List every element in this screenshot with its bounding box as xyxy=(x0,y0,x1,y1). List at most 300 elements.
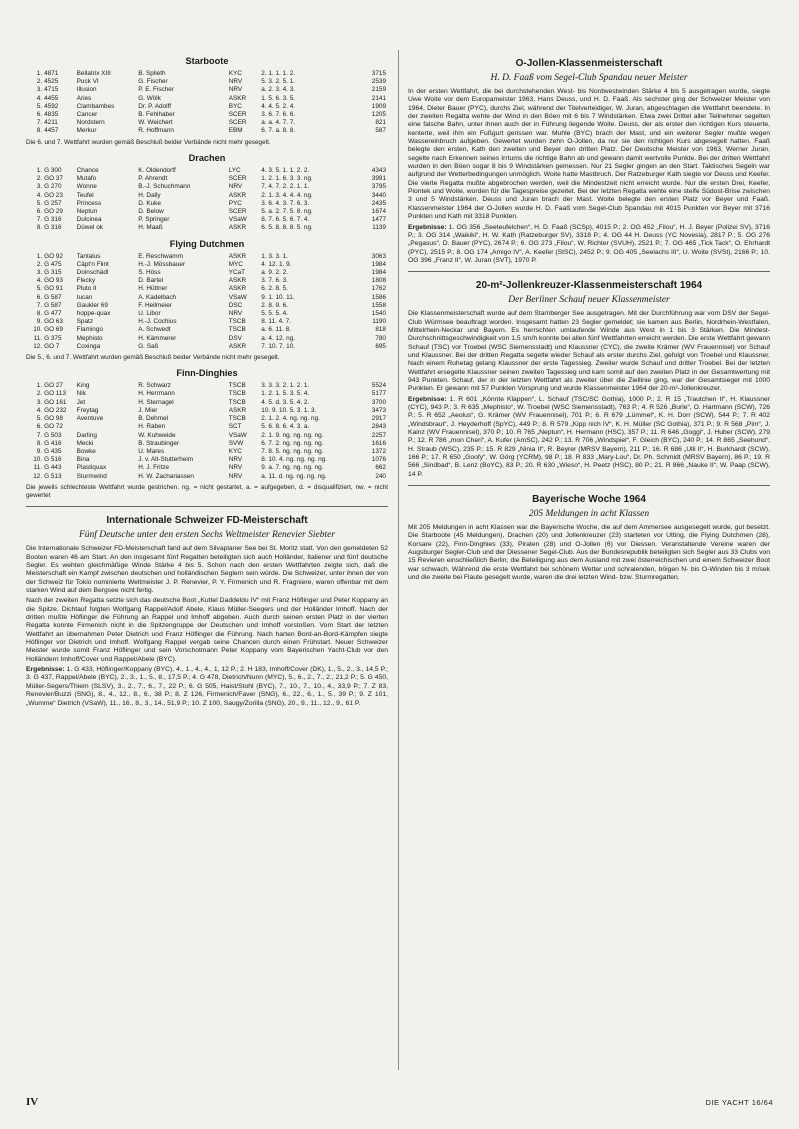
table-cell: Chance xyxy=(76,166,99,174)
table-row xyxy=(26,432,388,440)
table-cell: 2257 xyxy=(371,431,386,439)
table-row xyxy=(26,407,388,415)
table-row xyxy=(26,253,388,261)
table-cell: G 316 xyxy=(44,216,62,224)
table-cell: GO 91 xyxy=(44,285,63,293)
table-cell: NRV xyxy=(228,464,243,472)
table-cell: 7. xyxy=(36,301,43,309)
table-cell: 1139 xyxy=(372,224,386,232)
table-cell: Clambambes xyxy=(76,102,115,110)
table-cell: 2917 xyxy=(371,415,386,423)
article-paragraph: Die Internationale Schweizer FD-Meisterschaft fand auf dem Silvaplaner See bei St. Moritz statt. Von den gemeldeten 52 Booten waren 46 am Start. An den insgesamt fünf Regatten beteiligten sich auch Holländer, Italiener und fünf deutsche Segler. Es wehten gleichmäßige Winde Stärke 4 bis 5. Schon nach den ersten Wettfahrten zeigte sich, daß die Meisterschaft ein Kampf zwischen deutschen und holländischen Seglern sein würde. Die Schweizer, unter ihnen der von der Schweiz für Tokio nominierte Weltmeister J. P. Renevier, P. Y. Firmenich und R. Fragniere, waren offenbar mit dem starken Wind auf dem Bergsee nicht fertig. xyxy=(26,545,388,595)
table-cell: S. Höss xyxy=(138,268,161,276)
table-cell: 9. 1. 10. 11. xyxy=(261,293,295,301)
table-cell: 1909 xyxy=(371,102,386,110)
table-cell: GO 161 xyxy=(44,398,67,406)
table-row xyxy=(26,335,388,343)
table-cell: 3440 xyxy=(371,191,386,199)
table-cell: 10. xyxy=(33,326,43,334)
table-cell: 6. 2. 8. 5. xyxy=(261,285,288,293)
table-row xyxy=(26,310,388,318)
results-label: Ergebnisse: xyxy=(26,666,65,674)
table-cell: 3991 xyxy=(371,175,386,183)
table-cell: 2. 8. 9. 6. xyxy=(261,301,288,309)
table-cell: 12. xyxy=(33,472,43,480)
article-paragraph: Nach der zweiten Regatta setzte sich das deutsche Boot „Kuttel Daddeldu IV“ mit Franz Höflinger und Peter Koppany an die Spitze. Dichtauf folgten Wolfgang Rappel/Adolf Abele, Klaus Müller-Seegers und der Holländer Imhoff. Nach der dritten mußte Höflinger die Führung an Rappel und Imhoff abgeben. Auch durch seinen ersten Platz in der vierten Regatta konnte Firmenich nicht in die Spitzengruppe der Deutschen und Imhoff vorstoßen. Vom Start der letzten Wettfahrt an übernahmen Peter Dietrich und Franz Höflinger die Führung. Nach harten Bord-an-Bord-Kämpfen siegte Höflinger vor Dietrich und Imhoff. Wolfgang Rappel vergab seine Chancen durch einen Frühstart. Neuer Schweizer Meister wurde somit Franz Höflinger und sein Vorschotmann Peter Koppany vom Bayerischen Yacht-Club vor den Holländern Imhoff/Cover und Rappel/Abele (BYC). xyxy=(26,597,388,663)
table-row xyxy=(26,224,388,232)
starboote-section xyxy=(26,56,388,147)
table-note: Die jeweils schlechteste Wettfahrt wurde gestrichen. ng. = nicht gestartet, a. = aufgegeben, d. = disqualifiziert, nw. = nicht gewertet xyxy=(26,483,388,500)
drachen-section xyxy=(26,153,388,233)
table-cell: Illusion xyxy=(76,86,97,94)
table-row xyxy=(26,216,388,224)
table-cell: 1762 xyxy=(371,285,386,293)
table-cell: NRV xyxy=(228,86,243,94)
table-cell: 10. xyxy=(33,456,43,464)
table-cell: 10. 9. 10. 5. 3. 1. 3. xyxy=(261,406,317,414)
table-cell: 240 xyxy=(375,472,386,480)
table-cell: Nordstern xyxy=(76,119,105,127)
table-cell: Dulcinea xyxy=(76,216,102,224)
table-cell: 6. 7. 2. ng. ng. ng. ng. xyxy=(261,439,324,447)
table-cell: YCaT xyxy=(228,268,246,276)
table-cell: GO 7 xyxy=(44,342,60,350)
table-row xyxy=(26,86,388,94)
table-cell: 3. xyxy=(36,183,43,191)
table-cell: R. Hoffmann xyxy=(138,127,174,135)
table-cell: a. 4. 12. ng. xyxy=(261,334,296,342)
table-cell: Gaukler 69 xyxy=(76,301,108,309)
table-cell: ASKR xyxy=(228,191,247,199)
table-cell: 587 xyxy=(375,127,386,135)
table-cell: MYC xyxy=(228,260,243,268)
table-row xyxy=(26,277,388,285)
table-cell: NRV xyxy=(228,183,243,191)
table-cell: 3. xyxy=(36,268,43,276)
table-cell: 7. 4. 7. 2. 2. 1. 1. xyxy=(261,183,310,191)
table-cell: 4835 xyxy=(44,111,59,119)
article-paragraph: Mit 205 Meldungen in acht Klassen war die Bayerische Woche, die auf dem Ammersee ausgesegelt wurde, gut besetzt. Die Starboote (45 Meldungen), Drachen (20) und Jollenkreuzer (23) starteten vor Utting, die Flying Dutchmen (28), Korsare (22), Finn-Dinghies (33), Piraten (28) und O-Jollen (6) vor Diessen. Veranstaltende Vereine waren der Augsburger Segler-Club und der Diessener Segel-Club. Aus der Bundesrepublik beteiligten sich Segler aus 33 Clubs von 15 Revieren einschließlich Berlin; die Beteiligung aus dem Ausland mit zwei österreichischen und einem Schweizer Boot war schwach. Während die erste Wettfahrt bei schönem Wetter und schralenden, böigen N- bis O-Winden bis 3 m/sek und die zweite bei Flaute gesegelt wurde, waren die drei letzten Wind- bzw. Sturmregatten. xyxy=(408,524,770,582)
table-cell: 3715 xyxy=(371,70,386,77)
table-cell: 1. xyxy=(36,252,43,260)
table-note: Die 5., 6. und 7. Wettfahrt wurden gemäß Beschluß beider Verbände nicht mehr gesegelt. xyxy=(26,353,280,361)
table-cell: G 375 xyxy=(44,334,62,342)
table-cell: W. Kuhweide xyxy=(138,431,176,439)
table-cell: ASKR xyxy=(228,342,247,350)
table-cell: 3473 xyxy=(371,406,386,414)
table-cell: 9. a. 7. ng. ng. ng. ng. xyxy=(261,464,324,472)
section-heading: Finn-Dinghies xyxy=(176,368,238,379)
article-paragraph: Die Klassenmeisterschaft wurde auf dem Starnberger See ausgetragen. Mit der Durchführung war vom DSV der Segel-Club Würmsee beauftragt worden. Insgesamt hatten 23 Segler gemeldet; sie kamen aus Berlin, Nordrhein-Westfalen, Mittelrhein-Neckar und Bayern. Es herrschten umlaufende Winde aus West in 1 bis 3 Stärken. Die Mindest-Durchschnittsgeschwindigkeit von 1,5 sm/h konnte bei allen fünf Wettfahrten erreicht werden. Die erste Wettfahrt gewann Schauf (TSC) vor Troebel (WSC Siemensstadt) und Klaussner (CYC), die zweite Krämer (WV Frauennisel) vor Schauf und Klaussner. Bei der dritten Regatta segelte wieder Schauf als erster durchs Ziel, gefolgt von Troebel und Klaussner. Nach einem Ruhetag gelang Klaussner der erste Tagessieg. Zweiter wurde Schauf und dritter Troebel. Bei der letzten Wettfahrt ersegelte Klaussner seinen zweiten Tagessieg und kam somit auf den zweiten Platz in der Gesamtwertung mit 943 Punkten. Schauf, der in der letzten Wettfahrt als zweiter über die Ziellinie ging, war der Gesamtsieger mit 1000 Punkten. Er gewann mit 57 Punkten Vorsprung und wurde Klassenmeister 1964 der 20-m²-Jollenkreuzer. xyxy=(408,310,770,393)
page-number: IV xyxy=(26,1096,39,1108)
table-cell: 1616 xyxy=(371,439,386,447)
table-row xyxy=(26,208,388,216)
table-row xyxy=(26,78,388,86)
table-cell: 6. xyxy=(36,207,43,215)
table-row xyxy=(26,269,388,277)
table-cell: 12. xyxy=(33,342,43,350)
article-title: O-Jollen-Klassenmeisterschaft xyxy=(515,58,663,69)
results-table xyxy=(26,253,388,351)
section-heading: Flying Dutchmen xyxy=(169,238,245,249)
table-cell: 1. 3. 3. 1. xyxy=(261,252,288,260)
table-cell: PYC xyxy=(228,199,242,207)
table-cell: 1. xyxy=(36,382,43,390)
table-cell: a. 9. 2. 2. xyxy=(261,268,288,276)
table-cell: SCER xyxy=(228,207,247,215)
results-paragraph xyxy=(408,396,770,479)
table-cell: B. Straubinger xyxy=(138,439,180,447)
table-note: Die 6. und 7. Wettfahrt wurden gemäß Beschluß beider Verbände nicht mehr gesegelt. xyxy=(26,138,271,146)
table-cell: 4. xyxy=(36,191,43,199)
table-cell: R. Schwarz xyxy=(138,382,171,390)
table-cell: Flecky xyxy=(76,277,96,285)
table-row xyxy=(26,382,388,390)
table-cell: F. Heilmeier xyxy=(138,301,172,309)
article-paragraph: In der ersten Wettfahrt, die bei durchstehenden West- bis Nordwestwinden Stärke 4 bis 5 ausgetragen wurde, siegte Uwe Woite vor dem Europameister 1963, Hans Deuss, und H. D. Faaß. Als sechster ging der Schweizer Meister von 1964, Dieter Bauer (PYC), durchs Ziel, während der Titelverteidiger, W. Juran, abgeschlagen die Wettfahrt beendete. In der zweiten Regatta wehte der Wind in den Böen mit 6 bis 7 Windstärken. Etwa zwei Drittel aller Teilnehmer segelten eine falsche Bahn, unter ihnen auch der in Führung liegende Woite. Deuss, der als erster den richtigen Kurs steuerte, kenterte, weil ihm ein Fußgurt gerissen war. Muhle (BYC) brach der Mast, und ein weiterer Segler mußte wegen Wassereinbruch aufgeben. Gewertet wurden zehn O-Jollen, da nur sie den richtigen Kurs abgesegelt hatten. Faaß belegte den ersten, Kath den zweiten und Beyer den dritten Platz. Der Deutsche Meister von 1963, Werner Juran, segelte nach Erkennen seines Irrtums die richtige Bahn ab und gewann damit wertvolle Punkte. Bei der dritten Wettfahrt wurden in den Böen sogar 8 bis 9 Windstärken gemessen. Nur 21 Segler gingen an den Start. Taktisches Segeln war aufgrund der Wetterbedingungen unmöglich. Woite hatte Mastbruch. Der Ratzeburger Kath siegte vor Deuss und Keefer. Die vierte Regatta mußte abgebrochen werden, weil die Mindestzeit nicht erreicht wurde. Nur die ersten Drei, Keefer, Piontek und Woite, wurden für die Tagespreise gezeitet. Bei der letzten Regatta wehte eine steife Südost-Brise zwischen 3 und 5 Windstärken. Deuss und Juran brach der Mast. Woite belegte den ersten Platz vor Beyer und Faaß. Klassenmeister 1964 der O-Jollen wurde H. D. Faaß vom Segel-Club Spandau mit 4015 Punkten vor Beyer mit 3716 Punkten und Kath mit 3318 Punkten. xyxy=(408,88,770,221)
table-cell: Jet xyxy=(76,398,86,406)
table-cell: NRV xyxy=(228,472,243,480)
table-cell: GO 98 xyxy=(44,415,63,423)
table-cell: 5. 3. 2. 5. 1. xyxy=(261,78,296,86)
table-cell: TSCB xyxy=(228,326,246,334)
table-cell: G. Saß xyxy=(138,342,159,350)
table-cell: 4455 xyxy=(44,94,59,102)
jollenkreuzer-article xyxy=(408,280,770,479)
table-cell: 2. 1. 2. 4. ng. ng. ng. xyxy=(261,415,320,423)
table-cell: GO 232 xyxy=(44,406,67,414)
left-column xyxy=(26,50,388,710)
table-row xyxy=(26,390,388,398)
right-column xyxy=(408,50,770,585)
table-cell: G 270 xyxy=(44,183,62,191)
table-cell: 1586 xyxy=(371,293,386,301)
table-cell: VSaW xyxy=(228,216,247,224)
table-cell: 1477 xyxy=(371,216,386,224)
table-cell: TSCB xyxy=(228,390,246,398)
table-cell: G 503 xyxy=(44,431,62,439)
table-cell: KYC xyxy=(228,447,242,455)
table-cell: 1076 xyxy=(371,456,386,464)
table-cell: VSaW xyxy=(228,431,247,439)
table-cell: 7. xyxy=(36,431,43,439)
table-cell: 818 xyxy=(375,326,386,334)
table-cell: 7. 10. 7. 10. xyxy=(261,342,296,350)
table-cell: 2843 xyxy=(371,423,386,431)
table-cell: Cäpt'n Flint xyxy=(76,260,109,268)
table-cell: 4525 xyxy=(44,78,59,86)
table-cell: NRV xyxy=(228,309,243,317)
table-cell: 1372 xyxy=(371,447,386,455)
table-row xyxy=(26,294,388,302)
horizontal-rule xyxy=(408,271,770,272)
table-cell: hoppe-quax xyxy=(76,309,111,317)
table-row xyxy=(26,464,388,472)
table-cell: 8. xyxy=(36,127,43,135)
table-cell: SCT xyxy=(228,423,242,431)
table-cell: GO 69 xyxy=(44,326,63,334)
table-cell: 4211 xyxy=(44,119,58,127)
table-cell: U. Mares xyxy=(138,447,165,455)
table-cell: 8. 10. 4. ng. ng. ng. ng. xyxy=(261,456,328,464)
table-cell: Coxinga xyxy=(76,342,101,350)
table-cell: 4. 5. d. 3. 5. 4. 2. xyxy=(261,398,310,406)
table-cell: 1205 xyxy=(371,111,386,119)
table-cell: SCER xyxy=(228,175,247,183)
table-cell: Dr. P. Adolff xyxy=(138,102,172,110)
table-cell: 4592 xyxy=(44,102,59,110)
table-cell: Mephisto xyxy=(76,334,103,342)
table-cell: 5. xyxy=(36,199,43,207)
table-cell: Doinschädl xyxy=(76,268,109,276)
table-cell: 1190 xyxy=(372,318,386,326)
table-cell: H. Hüttner xyxy=(138,285,168,293)
table-cell: G 443 xyxy=(44,464,62,472)
table-cell: GO 92 xyxy=(44,252,63,260)
table-cell: H. J. Fritze xyxy=(138,464,170,472)
table-cell: 4. 12. 1. 9. xyxy=(261,260,292,268)
table-cell: P. Ahrendt xyxy=(138,175,168,183)
table-cell: DSV xyxy=(228,334,242,342)
table-cell: 9. xyxy=(36,447,43,455)
table-row xyxy=(26,318,388,326)
table-cell: 3. xyxy=(36,398,43,406)
table-cell: NRV xyxy=(228,78,243,86)
table-cell: Mecki xyxy=(76,439,94,447)
table-cell: a. 2. 3. 4. 3. xyxy=(261,86,296,94)
table-cell: 3. 3. 3. 2. 1. 2. 1. xyxy=(261,382,310,390)
table-row xyxy=(26,302,388,310)
table-cell xyxy=(77,423,139,431)
table-cell: H. Sternagel xyxy=(138,398,174,406)
table-cell: B. Dehmel xyxy=(138,415,169,423)
finn-section xyxy=(26,368,388,500)
table-cell: 3. 6. 4. 3. 7. 6. 3. xyxy=(261,199,310,207)
table-cell: 1984 xyxy=(371,268,386,276)
table-cell: 4871 xyxy=(44,70,59,77)
table-cell: Aries xyxy=(76,94,92,102)
magazine-issue: DIE YACHT 16/64 xyxy=(705,1098,773,1107)
table-cell: Nik xyxy=(76,390,86,398)
table-cell: 6. xyxy=(36,293,43,301)
table-cell: TSCB xyxy=(228,398,246,406)
table-cell: 1540 xyxy=(371,309,386,317)
table-cell: 5. 6. 8. 6. 4. 3. a. xyxy=(261,423,310,431)
table-cell: TSCB xyxy=(228,318,246,326)
table-cell: 2435 xyxy=(371,199,386,207)
table-cell: SVW xyxy=(228,439,244,447)
article-subtitle: 205 Meldungen in acht Klassen xyxy=(528,509,650,520)
column-divider xyxy=(398,50,399,1070)
table-cell: ASKR xyxy=(228,252,247,260)
table-cell: 9. xyxy=(36,318,43,326)
table-row xyxy=(26,399,388,407)
results-text: 1. G 433, Höflinger/Koppany (BYC), 4., 1., 4., 4., 1, 12 P.; 2. H 183, Imhoff/Cover (DK), 1., 5., 2., 3., 14,5 P.; 3. G 437, Rappel/Abele (BYC), 2., 3., 1., 5., 8., 17,5 P.; 4. G 478, Dietrich/Nunn (MYC), 5., 6., 2., 7., 2., 21,2 P.; 5. G 450, Müller-Segers/Thiem (SLSV), 3., 2., 7., 6., 7., 22 P.; 6. G 505, Haist/Stohl (BYC), 7., 10., 7., 10., 4., 33,9 P.; 7. Z 83, Renevier/Buzzi (SNG), 8., 4., 12., 8., 6., 38 P.; 8. Z 126, Firmenich/Faver (SNG), 6., 22., 6., 1., 5., 39 P.; 9. Z 101, „Wumme“ Dietrich (VSaW), 11., 16., 8., 3., 14., 51,9 P.; 10. Z 100, Saugy/Zorilla (SNG), 20., 9., 11., 12., 9., 61 P. xyxy=(26,666,388,707)
table-row xyxy=(26,343,388,351)
article-subtitle: Fünf Deutsche unter den ersten Sechs Weltmeister Renevier Siebter xyxy=(78,530,336,541)
table-cell: LYC xyxy=(228,166,241,174)
table-cell: Bina xyxy=(76,456,90,464)
table-cell: G 587 xyxy=(44,301,62,309)
table-cell: D. Below xyxy=(138,207,164,215)
table-cell: GO 29 xyxy=(44,207,63,215)
article-title: Bayerische Woche 1964 xyxy=(532,494,646,506)
table-cell: Puck VI xyxy=(76,78,99,86)
results-text: 1. R 601 „Könnte Klappen“, L. Schauf (TSC/SC Gothia), 1000 P.; 2. R 15 „Trautchen II“, H. Klaussner (CYC), 943 P.; 3. R 635 „Mephisto“, W. Troebel (WSC Siemensstadt), 763 P.; 4. R 526 „Burle“, O. Hartmann (SCW), 726 P.; 5. R 652 „Aeolus“, G. Krämer (WV Frauennisel), 701 P.; 6. R 679 „Lümmel“, K. H. Dorr (SCW), 544 P.; 7. R 402 „Windsbraut“, J. Heyderhoff (SpYC), 449 P.; 8. R 579 „Kipp nich IV“, K. H. Müller (SC Gothia), 371 P.; 9. R 568 „Pim“, J. Kainz (WV Frauennisel), 370 P.; 10. R 765 „Neptun“, H. Hermann (HSC), 357 P.; 11. R 646 „Goggi“, J. Huber (SCW), 279 P.; 12. R 786 „mon Cheri“, A. Kufer (AmSC), 242 P.; 13. R 706 „Windspiel“, F. Gleich (BYC), 240 P.; 14. R 865 „Seehund“, H. Straub (WSC), 235 P.; 15. R 829 „Ninia II“, R. Beyrer (MRSV Bayern), 211 P.; 16. R 686 „Ulli II“, H. Burkhardt (SCW), 166 P.; 17. R 650 „Goofy“, W. Görg (YCRM), 98 P.; 18. R 833 „Mary-Lou“, Dr. Ph. Schmidt (MRSV Bayern), 86 P.; 19. R 566 „Sindbad“, B. Lenz (BoYC), 83 P.; 20. R 630 „Wieso“, H. Peetz (HSC), 80 P.; 21. R 866 „Nauke II“, W. Paap (SCW), 14 P. xyxy=(408,395,770,478)
table-cell: Bowke xyxy=(76,447,96,455)
table-cell: 8. xyxy=(36,224,43,232)
table-cell: P. E. Fischer xyxy=(138,86,174,94)
table-cell: GO 72 xyxy=(44,423,63,431)
table-cell: GO 113 xyxy=(44,390,66,398)
table-cell: SCER xyxy=(228,119,247,127)
table-cell: 1984 xyxy=(371,260,386,268)
table-cell: Cancer xyxy=(76,111,98,119)
horizontal-rule xyxy=(26,506,388,507)
table-cell: 2. xyxy=(36,78,43,86)
table-cell: SCER xyxy=(228,111,247,119)
table-cell: Princess xyxy=(76,199,102,207)
table-cell: G 513 xyxy=(44,472,62,480)
table-cell: 4. xyxy=(36,406,43,414)
table-cell: 5524 xyxy=(371,382,386,390)
table-cell: A. Schwedt xyxy=(138,326,171,334)
table-cell: 2539 xyxy=(371,78,386,86)
table-cell: Bellatrix XIII xyxy=(76,70,111,77)
table-cell: a. 11. d. ng. ng. ng. ng. xyxy=(261,472,327,480)
table-cell: 11. xyxy=(33,464,43,472)
table-cell: 4343 xyxy=(371,166,386,174)
table-cell: W. Weichert xyxy=(138,119,173,127)
results-label: Ergebnisse: xyxy=(408,223,447,231)
table-cell: GO 37 xyxy=(44,175,63,183)
table-cell: H. Maaß xyxy=(138,224,163,232)
article-title: Internationale Schweizer FD-Meisterschaft xyxy=(106,515,308,527)
table-cell: H. Kämmerer xyxy=(138,334,177,342)
table-cell: 3. xyxy=(36,86,43,94)
table-cell: J. v. Alt-Stutterheim xyxy=(138,456,194,464)
table-row xyxy=(26,415,388,423)
results-text: 1. OG 356 „Seeteufelchen“, H. D. Faaß (SCSp), 4015 P.; 2. OG 452 „Filou“, H. J. Beyer (Polizei SV), 3716 P.; 3. OG 314 „Waikiki“, H. W. Kath (Ratzeburger SV), 3318 P.; 4. OG 44 H. Deuss (YC Novesia), 2817 P.; 5. OG 276 „Pegasus“, D. Bauer (PYC), 2674 P.; 6. OG 273 „Filou“, W. Richter (SVUH), 2521 P.; 7. OG 465 „Tick Tack“, O. Ehrhardt (PYC), 2515 P.; 8. OG 174 „Amigo IV“, A. Keefer (StSC), 2452 P.; 9. OG 405 „Seelachs III“, U. Woite (SVSt), 2166 P.; 10. OG 396 „Franz II“, W. Juran (SVT), 1970 P. xyxy=(408,223,770,264)
table-cell: B.-J. Schuchmann xyxy=(138,183,191,191)
table-cell: 4457 xyxy=(44,127,59,135)
results-label: Ergebnisse: xyxy=(408,395,447,403)
table-row xyxy=(26,285,388,293)
ojollen-article xyxy=(408,58,770,265)
table-cell: King xyxy=(76,382,90,390)
table-cell: 1. xyxy=(36,70,43,77)
table-cell: 5. xyxy=(36,415,43,423)
table-row xyxy=(26,175,388,183)
table-cell: 1808 xyxy=(371,277,386,285)
table-cell: Pluto II xyxy=(76,285,97,293)
table-cell: 2. 1. 3. 4. 4. 4. ng. xyxy=(261,191,313,199)
table-cell: G 477 xyxy=(44,309,62,317)
table-cell: a. a. 4. 7. 7. xyxy=(261,119,296,127)
table-cell: BYC xyxy=(228,102,242,110)
table-cell: 1. 2. 1. 6. 3. 3. ng. xyxy=(261,175,313,183)
flying-section xyxy=(26,239,388,363)
table-cell: H.-J. Mössbauer xyxy=(138,260,186,268)
table-cell: ASKR xyxy=(228,406,247,414)
table-cell: B. Splieth xyxy=(138,70,166,77)
table-row xyxy=(26,119,388,127)
table-cell: Darling xyxy=(76,431,97,439)
table-cell: VSaW xyxy=(228,293,247,301)
table-cell: 1. 2. 1. 5. 3. 5. 4. xyxy=(261,390,310,398)
table-row xyxy=(26,167,388,175)
table-cell: 5. a. 2. 7. 5. 8. ng. xyxy=(261,207,313,215)
table-cell: Tantalus xyxy=(76,252,101,260)
table-cell: H. Dally xyxy=(138,191,161,199)
results-paragraph xyxy=(26,666,388,708)
table-cell: DSC xyxy=(228,301,243,309)
table-cell: NRV xyxy=(228,456,243,464)
table-cell: 1674 xyxy=(371,207,386,215)
table-cell: D. Kuke xyxy=(138,199,161,207)
table-cell: 7. 8. 5. ng. ng. ng. ng. xyxy=(261,447,324,455)
table-cell: G 316 xyxy=(44,224,62,232)
table-cell: 8. 7. 6. 5. 6. 7. 4. xyxy=(261,216,310,224)
table-cell: 1. 5. 6. 3. 5. xyxy=(261,94,296,102)
table-cell: H.-J. Cochius xyxy=(138,318,177,326)
table-cell: ASKR xyxy=(228,94,247,102)
table-cell: 6. xyxy=(36,111,43,119)
table-cell: 2159 xyxy=(371,86,386,94)
table-cell: GO 23 xyxy=(44,191,63,199)
table-cell: TSCB xyxy=(228,415,246,423)
table-cell: 3. 7. 6. 3. xyxy=(261,277,288,285)
table-cell: K. Oldendorff xyxy=(138,166,176,174)
table-cell: G 435 xyxy=(44,447,62,455)
table-cell: 1558 xyxy=(371,301,386,309)
table-cell: 11. xyxy=(33,334,43,342)
table-cell: P. Springer xyxy=(138,216,170,224)
table-cell: E. Reschwamm xyxy=(138,252,183,260)
table-cell: G 300 xyxy=(44,166,62,174)
table-row xyxy=(26,200,388,208)
table-cell: 6. xyxy=(36,423,43,431)
schweizer-article xyxy=(26,515,388,708)
table-cell: Spatz xyxy=(76,318,94,326)
table-cell: Freytag xyxy=(76,406,99,414)
table-cell: Flamingo xyxy=(76,326,103,334)
table-cell: Sturmwind xyxy=(76,472,107,480)
article-title: 20-m²-Jollenkreuzer-Klassenmeisterschaft 1964 xyxy=(475,280,703,292)
table-cell: 3795 xyxy=(371,183,386,191)
table-cell: 1. xyxy=(36,166,43,174)
horizontal-rule xyxy=(408,485,770,486)
table-cell: G 587 xyxy=(44,293,62,301)
table-cell: J. Mier xyxy=(138,406,158,414)
table-cell: ASKR xyxy=(228,285,247,293)
section-heading: Starboote xyxy=(185,56,229,66)
table-row xyxy=(26,70,388,78)
table-row xyxy=(26,183,388,191)
table-cell: 3700 xyxy=(371,398,386,406)
table-cell: 8. xyxy=(36,439,43,447)
magazine-page xyxy=(26,50,776,1090)
table-cell: Düwel ok xyxy=(76,224,103,232)
table-cell: 7. xyxy=(36,119,43,127)
table-cell: 695 xyxy=(375,342,386,350)
table-cell: 4. 4. 5. 2. 4. xyxy=(261,102,296,110)
table-cell: G 516 xyxy=(44,456,62,464)
table-row xyxy=(26,448,388,456)
table-cell: 2. 1. 1. 1. 2. xyxy=(261,70,296,77)
table-cell: 4. 3. 5. 1. 1. 2. 2. xyxy=(261,166,310,174)
table-cell: 2141 xyxy=(371,94,386,102)
